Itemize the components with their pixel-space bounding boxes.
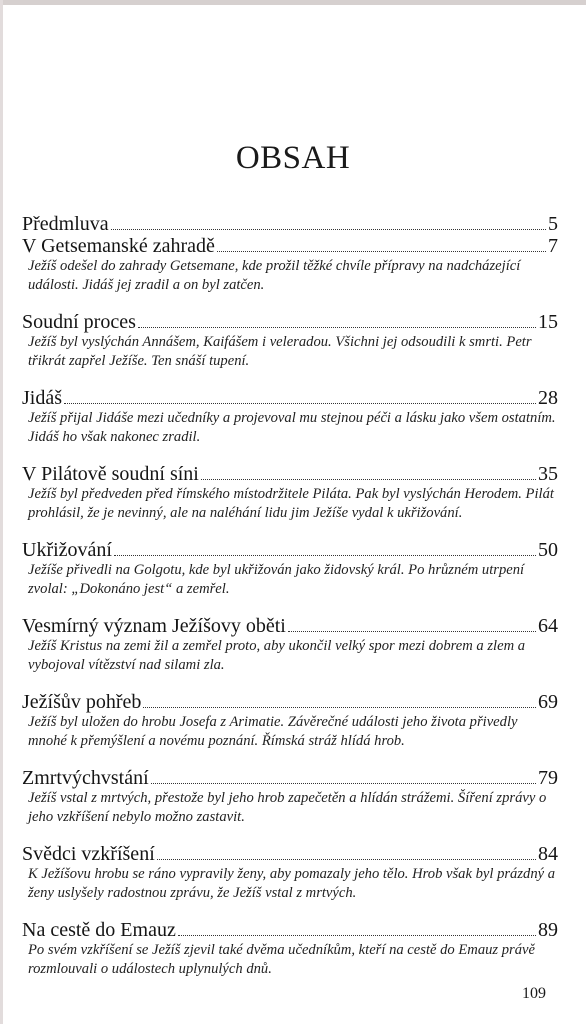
toc-row xyxy=(22,463,558,485)
toc-entry[interactable] xyxy=(22,615,558,674)
toc-entry[interactable] xyxy=(22,235,558,294)
toc-entry-page: 79 xyxy=(538,767,558,789)
toc-entry-title: Vesmírný význam Ježíšovy oběti xyxy=(22,615,286,637)
dot-leader xyxy=(178,935,536,936)
toc-row xyxy=(22,235,558,257)
page-number: 109 xyxy=(522,985,546,1002)
dot-leader xyxy=(288,631,536,632)
toc-entry[interactable] xyxy=(22,539,558,598)
dot-leader xyxy=(201,479,536,480)
toc-entry-page: 35 xyxy=(538,463,558,485)
dot-leader xyxy=(114,555,536,556)
toc-row xyxy=(22,387,558,409)
toc-entry[interactable] xyxy=(22,843,558,902)
toc-entry-title: Předmluva xyxy=(22,213,109,235)
toc-entry[interactable] xyxy=(22,919,558,978)
dot-leader xyxy=(143,707,536,708)
toc-entry-description: Ježíš byl vyslýchán Annášem, Kaifášem i veleradou. Všichni jej odsoudili k smrti. Petr třikrát zapřel Ježíše. Ten snáší tupení. xyxy=(28,334,532,369)
toc-entry[interactable] xyxy=(22,767,558,826)
dot-leader xyxy=(138,327,536,328)
toc-entry-description: Ježíš byl předveden před římského místodržitele Piláta. Pak byl vyslýchán Herodem. Pilát prohlásil, že je nevinný, ale na naléhání lidu jim Ježíše vydal k ukřižování. xyxy=(28,486,554,521)
dot-leader xyxy=(151,783,536,784)
toc-entry-page: 5 xyxy=(548,213,558,235)
toc-entry-title: V Pilátově soudní síni xyxy=(22,463,199,485)
toc-row xyxy=(22,691,558,713)
dot-leader xyxy=(157,859,536,860)
toc-entry[interactable] xyxy=(22,691,558,750)
toc-entry-title: Jidáš xyxy=(22,387,62,409)
toc-entry-page: 89 xyxy=(538,919,558,941)
toc-entry-title: Zmrtvýchvstání xyxy=(22,767,149,789)
toc-row xyxy=(22,539,558,561)
dot-leader xyxy=(111,229,546,230)
toc-entry-description: Ježíš přijal Jidáše mezi učedníky a projevoval mu stejnou péči a lásku jako všem ostatním. Jidáš ho však nakonec zradil. xyxy=(28,410,556,445)
toc-entry-title: Ukřižování xyxy=(22,539,112,561)
toc-entry-page: 50 xyxy=(538,539,558,561)
toc-entry[interactable] xyxy=(22,463,558,522)
toc-row xyxy=(22,615,558,637)
toc-entry-description: Ježíš byl uložen do hrobu Josefa z Arimatie. Závěrečné události jeho života přivedly mnohé k přemýšlení a novému poznání. Římská stráž hlídá hrob. xyxy=(28,714,518,749)
toc-entry-page: 69 xyxy=(538,691,558,713)
toc-row xyxy=(22,767,558,789)
toc-entry[interactable] xyxy=(22,387,558,446)
toc-row xyxy=(22,919,558,941)
toc-entry-title: Ježíšův pohřeb xyxy=(22,691,142,713)
toc-entry-title: Na cestě do Emauz xyxy=(22,919,176,941)
toc-row xyxy=(22,213,558,235)
toc-entry-title: Soudní proces xyxy=(22,311,136,333)
toc-entry-page: 15 xyxy=(538,311,558,333)
toc-entry-description: Ježíše přivedli na Golgotu, kde byl ukřižován jako židovský král. Po hrůzném utrpení zvolal: „Dokonáno jest“ a zemřel. xyxy=(28,562,525,597)
table-of-contents xyxy=(22,213,558,978)
dot-leader xyxy=(217,251,546,252)
toc-entry-description: Ježíš odešel do zahrady Getsemane, kde prožil těžké chvíle přípravy na nadcházející události. Jidáš jej zradil a on byl zatčen. xyxy=(28,258,521,293)
toc-entry-page: 64 xyxy=(538,615,558,637)
toc-entry[interactable] xyxy=(22,213,558,235)
toc-entry-description: Po svém vzkříšení se Ježíš zjevil také dvěma učedníkům, kteří na cestě do Emauz právě rozmlouvali o událostech uplynulých dnů. xyxy=(28,942,535,977)
toc-entry-page: 28 xyxy=(538,387,558,409)
toc-entry-page: 84 xyxy=(538,843,558,865)
toc-entry-title: V Getsemanské zahradě xyxy=(22,235,215,257)
page-title: OBSAH xyxy=(235,140,351,176)
toc-entry[interactable] xyxy=(22,311,558,370)
toc-entry-description: K Ježíšovu hrobu se ráno vypravily ženy, aby pomazaly jeho tělo. Hrob však byl prázdný a ženy uslyšely radostnou zprávu, že Ježíš vstal z mrtvých. xyxy=(28,866,556,901)
toc-entry-description: Ježíš Kristus na zemi žil a zemřel proto, aby ukončil velký spor mezi dobrem a zlem a vybojoval vítězství nad silami zla. xyxy=(28,638,526,673)
toc-entry-description: Ježíš vstal z mrtvých, přestože byl jeho hrob zapečetěn a hlídán strážemi. Šíření zprávy o jeho vzkříšení nebylo možno zastavit. xyxy=(28,790,547,825)
dot-leader xyxy=(64,403,536,404)
toc-row xyxy=(22,311,558,333)
toc-row xyxy=(22,843,558,865)
toc-entry-title: Svědci vzkříšení xyxy=(22,843,155,865)
page-top-edge xyxy=(0,0,586,5)
toc-entry-page: 7 xyxy=(548,235,558,257)
